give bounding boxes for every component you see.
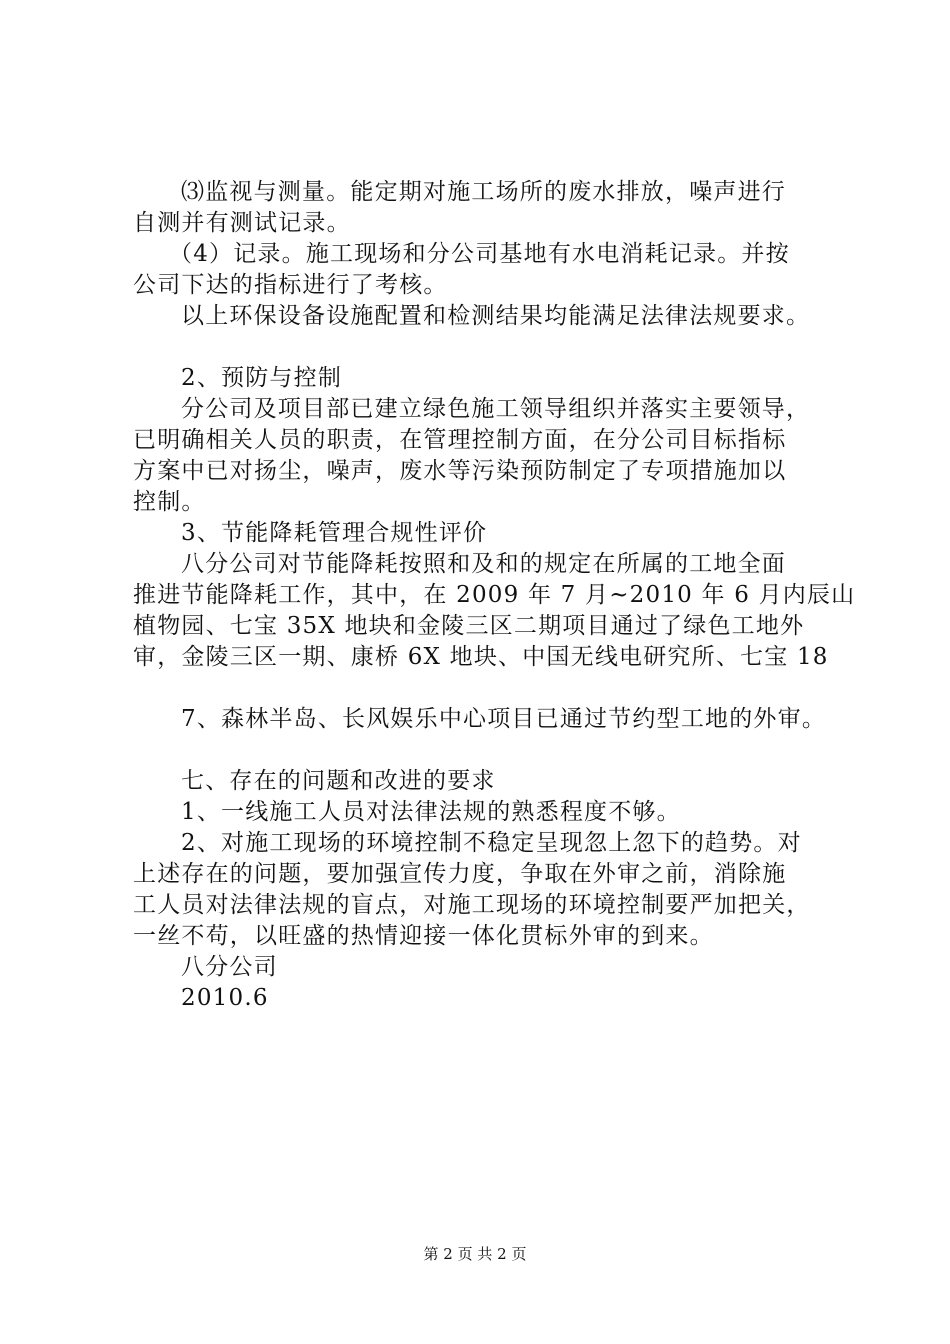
paragraph-line: 1、一线施工人员对法律法规的熟悉程度不够。 <box>181 799 681 825</box>
paragraph-line: 7、森林半岛、长风娱乐中心项目已通过节约型工地的外审。 <box>181 706 827 732</box>
paragraph-line: 审，金陵三区一期、康桥 6X 地块、中国无线电研究所、七宝 18 <box>133 644 829 670</box>
section-heading: 2、预防与控制 <box>181 365 343 391</box>
paragraph-line: 工人员对法律法规的盲点，对施工现场的环境控制要严加把关， <box>133 892 811 918</box>
paragraph-line: 植物园、七宝 35X 地块和金陵三区二期项目通过了绿色工地外 <box>133 613 805 639</box>
paragraph-line: 2、对施工现场的环境控制不稳定呈现忽上忽下的趋势。对 <box>181 830 802 856</box>
paragraph-line: 自测并有测试记录。 <box>133 210 351 236</box>
blank-line <box>133 673 847 704</box>
paragraph-line: 方案中已对扬尘，噪声，废水等污染预防制定了专项措施加以 <box>133 458 787 484</box>
paragraph-line: （4）记录。施工现场和分公司基地有水电消耗记录。并按 <box>169 241 790 267</box>
blank-line <box>133 332 847 363</box>
document-body <box>133 177 856 1014</box>
signature: 八分公司 <box>181 954 278 980</box>
section-heading: 七、存在的问题和改进的要求 <box>181 768 496 794</box>
page-footer: 第 2 页 共 2 页 <box>423 1245 527 1263</box>
paragraph-line: 推进节能降耗工作，其中，在 2009 年 7 月~2010 年 6 月内辰山 <box>133 582 856 608</box>
paragraph-line: 控制。 <box>133 489 206 515</box>
section-heading: 3、节能降耗管理合规性评价 <box>181 520 488 546</box>
paragraph-line: ⑶监视与测量。能定期对施工场所的废水排放，噪声进行 <box>181 179 786 205</box>
paragraph-line: 以上环保设备设施配置和检测结果均能满足法律法规要求。 <box>181 303 811 329</box>
paragraph-line: 分公司及项目部已建立绿色施工领导组织并落实主要领导， <box>181 396 811 422</box>
paragraph-line: 一丝不苟，以旺盛的热情迎接一体化贯标外审的到来。 <box>133 923 714 949</box>
paragraph-line: 八分公司对节能降耗按照和及和的规定在所属的工地全面 <box>181 551 786 577</box>
paragraph-line: 公司下达的指标进行了考核。 <box>133 272 448 298</box>
blank-line <box>133 735 847 766</box>
paragraph-line: 已明确相关人员的职责，在管理控制方面，在分公司目标指标 <box>133 427 787 453</box>
date: 2010.6 <box>181 985 269 1011</box>
paragraph-line: 上述存在的问题，要加强宣传力度，争取在外审之前，消除施 <box>133 861 787 887</box>
